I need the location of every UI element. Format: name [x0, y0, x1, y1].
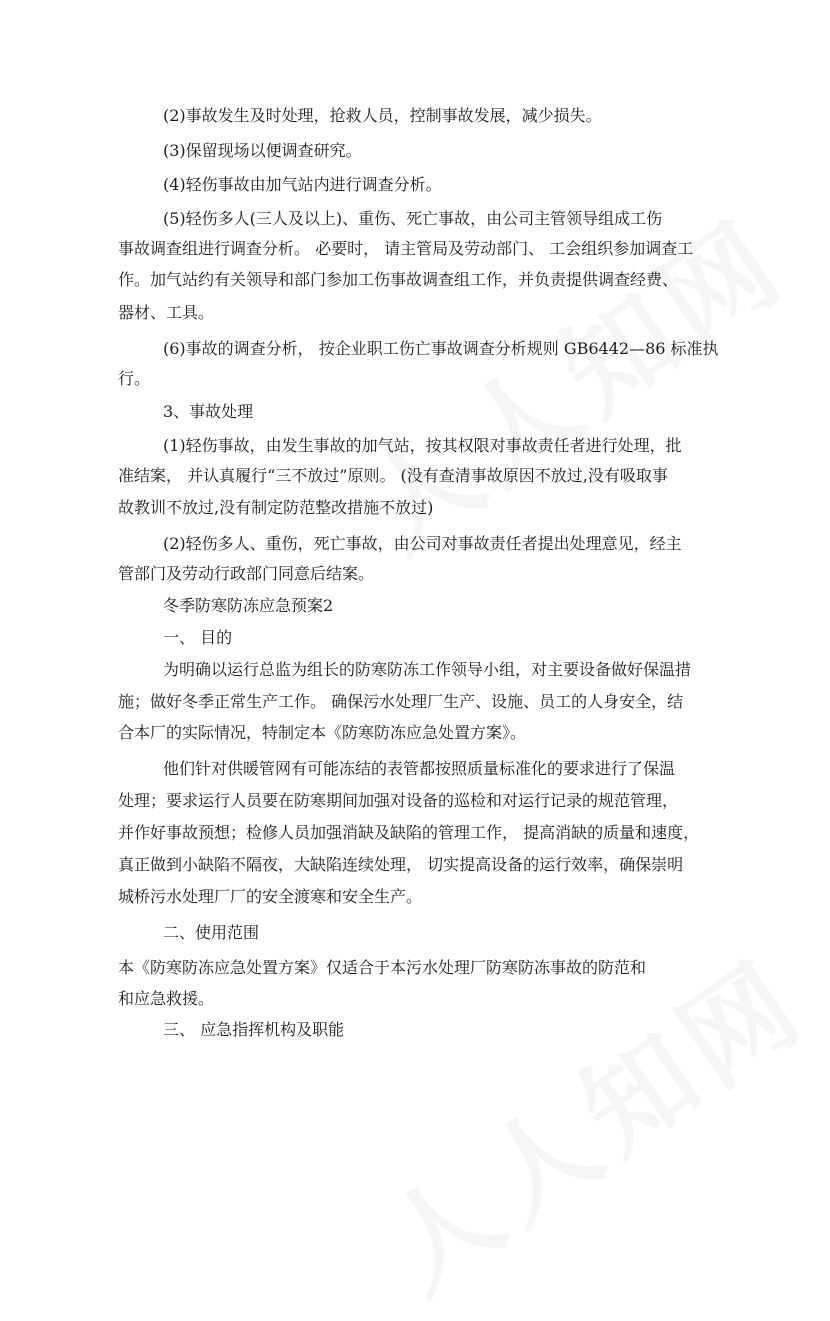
text-line: 故教训不放过,没有制定防范整改措施不放过) [118, 498, 434, 517]
text-line: 处理；要求运行人员要在防寒期间加强对设备的巡检和对运行记录的规范管理， [118, 791, 679, 810]
text-line: 管部门及劳动行政部门同意后结案。 [118, 564, 375, 583]
text-line: 合本厂的实际情况，特制定本《防寒防冻应急处置方案》。 [118, 723, 527, 742]
watermark [328, 177, 812, 582]
section-heading: 一、 目的 [163, 628, 233, 647]
text-line: 真正做到小缺陷不隔夜，大缺陷连续处理， 切实提高设备的运行效率，确保崇明 [118, 855, 684, 874]
text-line: (2)轻伤多人、重伤，死亡事故，由公司对事故责任者提出处理意见，经主 [163, 534, 682, 553]
document-title: 冬季防寒防冻应急预案2 [163, 596, 334, 615]
text-line: 为明确以运行总监为组长的防寒防冻工作领导小组，对主要设备做好保温措 [163, 660, 692, 679]
section-heading: 二、使用范围 [163, 923, 260, 942]
text-line: 器材、工具。 [118, 303, 215, 322]
text-line: (3)保留现场以便调查研究。 [163, 141, 362, 160]
text-line: (1)轻伤事故，由发生事故的加气站，按其权限对事故责任者进行处理，批 [163, 436, 682, 455]
text-line: (6)事故的调查分析， 按企业职工伤亡事故调查分析规则 GB6442—86 标准执 [163, 339, 719, 358]
text-line: 本《防寒防冻应急处置方案》仅适合于本污水处理厂防寒防冻事故的防范和 [118, 958, 647, 977]
text-line: 并作好事故预想；检修人员加强消缺及缺陷的管理工作， 提高消缺的质量和速度， [118, 823, 700, 842]
text-line: (2)事故发生及时处理，抢救人员，控制事故发展，减少损失。 [163, 106, 602, 125]
section-heading: 三、 应急指挥机构及职能 [163, 1020, 345, 1039]
text-line: 行。 [118, 369, 151, 388]
text-line: 他们针对供暖管网有可能冻结的表管都按照质量标准化的要求进行了保温 [163, 759, 676, 778]
text-line: 施；做好冬季正常生产工作。 确保污水处理厂生产、设施、员工的人身安全，结 [118, 692, 684, 711]
text-line: 和应急救援。 [118, 989, 215, 1008]
section-heading: 3、事故处理 [163, 402, 254, 421]
text-line: 城桥污水处理厂厂的安全渡寒和安全生产。 [118, 887, 423, 906]
text-line: 准结案， 并认真履行“三不放过”原则。 (没有查清事故原因不放过,没有吸取事 [118, 466, 668, 485]
text-line: 事故调查组进行调查分析。 必要时， 请主管局及劳动部门、 工会组织参加调查工 [118, 239, 694, 258]
text-line: 作。加气站约有关领导和部门参加工伤事故调查组工作，并负责提供调查经费、 [118, 270, 679, 289]
text-line: (5)轻伤多人(三人及以上)、重伤、死亡事故，由公司主管领导组成工伤 [163, 209, 663, 228]
text-line: (4)轻伤事故由加气站内进行调查分析。 [163, 175, 442, 194]
